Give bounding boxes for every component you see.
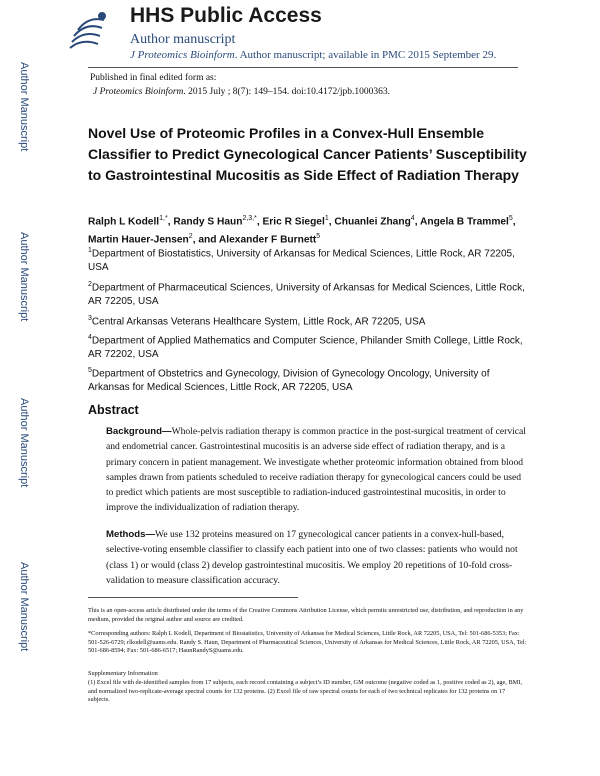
affiliation: $^1$Department of Biostatistics, University of Arkansas for Medical Sciences, Little Rock, AR 72205, USA <box>88 247 515 274</box>
journal-name: J Proteomics Bioinform <box>130 49 235 61</box>
author: Ralph L Kodell <box>88 216 160 228</box>
side-label-3: Author Manuscript <box>18 398 30 488</box>
author-manuscript-label: Author manuscript <box>130 32 236 47</box>
abstract-methods: Methods—We use 132 proteins measured on 17 gynecological cancer patients in a convex-hull-based, selective-voting ensemble classifier to classify each patient into one of two classes: patients who would not (class 1) or would (class 2) develop gastrointestinal mucositis. We employ 20 repetitions of 10-fold cross-validation to measure classification accuracy. <box>106 529 518 586</box>
hhs-logo-icon <box>62 8 114 60</box>
methods-lead: Methods— <box>106 529 156 540</box>
author: Angela B Trammel <box>420 216 509 228</box>
author: Martin Hauer-Jensen <box>88 234 189 246</box>
author: Eric R Siegel <box>262 216 325 228</box>
supplementary-footnote: (1) Excel file with de-identified samples from 17 subjects, each record containing a subject’s ID number, GM outcome (negative coded as 1, positive coded as 2), age, BMI, and normalized two-replicate-average spectral counts for 132 proteins. (2) Excel file of raw spectral counts for each of two technical replicates for 132 proteins on 17 subjects. <box>88 679 522 704</box>
author: Chuanlei Zhang <box>334 216 411 228</box>
header-divider <box>88 67 518 68</box>
supplementary-heading: Supplementary Information <box>88 670 158 677</box>
abstract-background: Background—Whole-pelvis radiation therapy is common practice in the post-surgical treatment of cervical and endometrial cancer. Gastrointestinal mucositis is an adverse side effect of radiation therapy, and is a primary concern in patient management. We investigate whether proteomic information obtained from blood samples drawn from patients scheduled to receive radiation therapy for gynecological cancers could be used to predict which patients are most susceptible to radiation-induced gastrointestinal mucositis, in order to improve the individualization of radiation therapy. <box>106 426 526 514</box>
availability-text: . Author manuscript; available in PMC 2015 September 29. <box>234 49 497 61</box>
license-footnote: This is an open-access article distributed under the terms of the Creative Commons Attribution License, which permits unrestricted use, distribution, and reproduction in any medium, provided the original author and source are credited. <box>88 607 524 623</box>
side-label-2: Author Manuscript <box>18 232 30 322</box>
side-label-1: Author Manuscript <box>18 62 30 152</box>
article-title: Novel Use of Proteomic Profiles in a Convex-Hull Ensemble Classifier to Predict Gynecological Cancer Patients’ Susceptibility to Gastrointestinal Mucositis as Side Effect of Radiation Therapy <box>88 125 527 183</box>
side-label-4: Author Manuscript <box>18 562 30 652</box>
author: Alexander F Burnett <box>218 234 317 246</box>
abstract-heading: Abstract <box>88 403 139 417</box>
hhs-title: HHS Public Access <box>130 4 322 27</box>
published-label: Published in final edited form as: <box>90 73 217 83</box>
author: Randy S Haun <box>173 216 243 228</box>
citation-text: . 2015 July ; 8(7): 149–154. doi:10.4172/jpb.1000363. <box>183 87 391 97</box>
published-journal: J Proteomics Bioinform <box>93 87 184 97</box>
journal-availability <box>130 49 496 61</box>
corresponding-footnote: *Corresponding authors: Ralph L Kodell, Department of Biostatistics, University of Arkansas for Medical Sciences, Little Rock, AR 72205, USA, Tel: 501-686-5353; Fax: 501-526-6729; rlkodell@uams.edu. Randy S. Haun, Department of Pharmaceutical Sciences, University of Arkansas for Medical Sciences, Little Rock, AR 72205, USA, Tel: 501-686-8594; Fax: 501-686-6517; HaunRandyS@uams.edu. <box>88 630 527 655</box>
background-lead: Background— <box>106 426 172 437</box>
author-list: Ralph L Kodell$^{1,*}$, Randy S Haun$^{2,3,*}$, Eric R Siegel$^1$, Chuanlei Zhang$^4$, Angela B Trammel$^5$, Martin Hauer-Jensen$^2$, and Alexander F Burnett$^5$ <box>88 215 516 246</box>
published-citation <box>93 87 390 97</box>
footnote-divider <box>88 597 298 598</box>
affiliation: $^4$Department of Applied Mathematics and Computer Science, Philander Smith College, Little Rock, AR 72202, USA <box>88 334 523 361</box>
affiliation: $^3$Central Arkansas Veterans Healthcare System, Little Rock, AR 72205, USA <box>88 315 426 328</box>
affiliation: $^2$Department of Pharmaceutical Sciences, University of Arkansas for Medical Sciences, Little Rock, AR 72205, USA <box>88 281 525 308</box>
affiliation: $^5$Department of Obstetrics and Gynecology, Division of Gynecology Oncology, University of Arkansas for Medical Sciences, Little Rock, AR 72205, USA <box>88 367 490 394</box>
